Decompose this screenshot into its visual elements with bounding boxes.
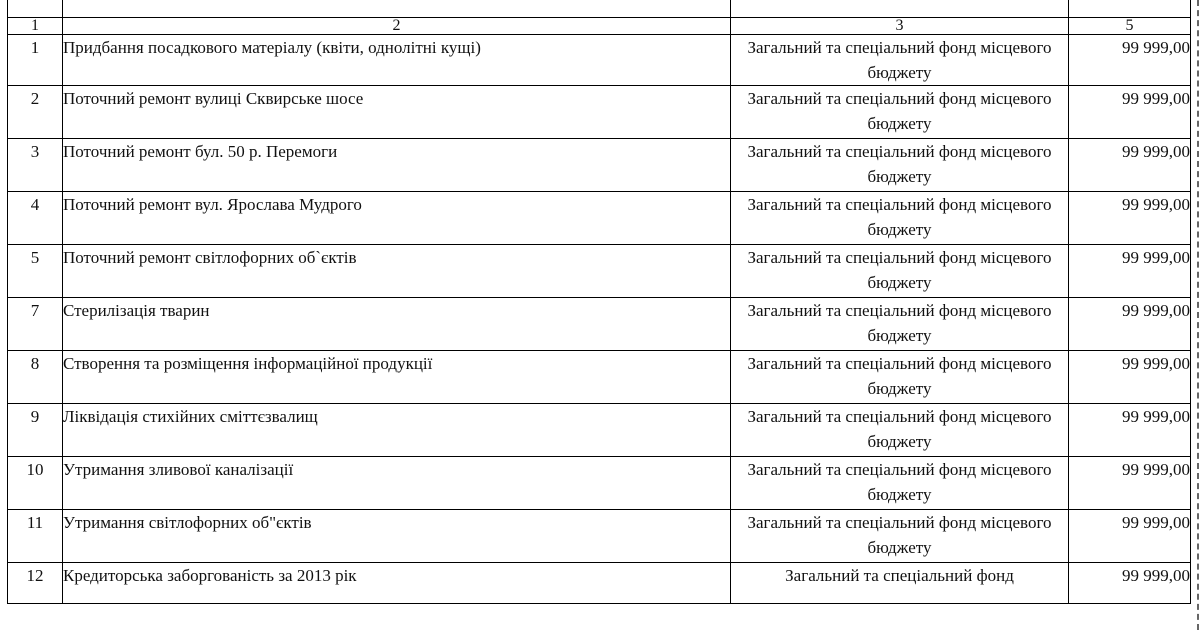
table-row bbox=[8, 404, 1191, 457]
column-number-cell: 3 bbox=[731, 18, 1069, 35]
row-number: 10 bbox=[8, 457, 63, 510]
column-number-cell: 5 bbox=[1069, 18, 1191, 35]
funding-source: Загальний та спеціальний фонд місцевого бюджету bbox=[731, 298, 1069, 351]
amount: 99 999,00 bbox=[1069, 86, 1191, 139]
funding-source: Загальний та спеціальний фонд місцевого бюджету bbox=[731, 86, 1069, 139]
column-number-cell: 2 bbox=[63, 18, 731, 35]
table-row bbox=[8, 510, 1191, 563]
item-name: Ліквідація стихійних сміттєзвалищ bbox=[63, 404, 731, 457]
item-name: Створення та розміщення інформаційної продукції bbox=[63, 351, 731, 404]
funding-source: Загальний та спеціальний фонд місцевого бюджету bbox=[731, 35, 1069, 86]
column-number-row bbox=[8, 18, 1191, 35]
table-row bbox=[8, 298, 1191, 351]
amount: 99 999,00 bbox=[1069, 351, 1191, 404]
row-number: 11 bbox=[8, 510, 63, 563]
header-cell bbox=[8, 0, 63, 18]
funding-source: Загальний та спеціальний фонд місцевого бюджету bbox=[731, 351, 1069, 404]
funding-source: Загальний та спеціальний фонд місцевого бюджету bbox=[731, 139, 1069, 192]
row-number: 2 bbox=[8, 86, 63, 139]
row-number: 9 bbox=[8, 404, 63, 457]
item-name: Утримання зливової каналізації bbox=[63, 457, 731, 510]
budget-table bbox=[7, 0, 1191, 604]
item-name: Поточний ремонт світлофорних об`єктів bbox=[63, 245, 731, 298]
funding-source: Загальний та спеціальний фонд місцевого бюджету bbox=[731, 245, 1069, 298]
funding-source: Загальний та спеціальний фонд місцевого бюджету bbox=[731, 510, 1069, 563]
table-header-top-row bbox=[8, 0, 1191, 18]
row-number: 7 bbox=[8, 298, 63, 351]
amount: 99 999,00 bbox=[1069, 35, 1191, 86]
column-number-cell: 1 bbox=[8, 18, 63, 35]
amount: 99 999,00 bbox=[1069, 457, 1191, 510]
funding-source: Загальний та спеціальний фонд місцевого бюджету bbox=[731, 192, 1069, 245]
amount: 99 999,00 bbox=[1069, 298, 1191, 351]
row-number: 4 bbox=[8, 192, 63, 245]
table-row bbox=[8, 139, 1191, 192]
item-name: Утримання світлофорних об"єктів bbox=[63, 510, 731, 563]
item-name: Поточний ремонт вулиці Сквирське шосе bbox=[63, 86, 731, 139]
table-row bbox=[8, 35, 1191, 86]
table-row bbox=[8, 457, 1191, 510]
item-name: Кредиторська заборгованість за 2013 рік bbox=[63, 563, 731, 604]
header-cell bbox=[1069, 0, 1191, 18]
item-name: Поточний ремонт бул. 50 р. Перемоги bbox=[63, 139, 731, 192]
row-number: 1 bbox=[8, 35, 63, 86]
table-row bbox=[8, 351, 1191, 404]
header-cell bbox=[63, 0, 731, 18]
amount: 99 999,00 bbox=[1069, 563, 1191, 604]
amount: 99 999,00 bbox=[1069, 245, 1191, 298]
table-row bbox=[8, 245, 1191, 298]
funding-source: Загальний та спеціальний фонд місцевого бюджету bbox=[731, 404, 1069, 457]
header-cell bbox=[731, 0, 1069, 18]
item-name: Стерилізація тварин bbox=[63, 298, 731, 351]
amount: 99 999,00 bbox=[1069, 192, 1191, 245]
funding-source: Загальний та спеціальний фонд місцевого бюджету bbox=[731, 457, 1069, 510]
funding-source: Загальний та спеціальний фонд bbox=[731, 563, 1069, 604]
amount: 99 999,00 bbox=[1069, 139, 1191, 192]
item-name: Поточний ремонт вул. Ярослава Мудрого bbox=[63, 192, 731, 245]
page-break-line bbox=[1197, 0, 1199, 630]
row-number: 3 bbox=[8, 139, 63, 192]
table-row bbox=[8, 563, 1191, 604]
row-number: 8 bbox=[8, 351, 63, 404]
item-name: Придбання посадкового матеріалу (квіти, однолітні кущі) bbox=[63, 35, 731, 86]
amount: 99 999,00 bbox=[1069, 510, 1191, 563]
table-row bbox=[8, 86, 1191, 139]
row-number: 5 bbox=[8, 245, 63, 298]
amount: 99 999,00 bbox=[1069, 404, 1191, 457]
row-number: 12 bbox=[8, 563, 63, 604]
table-row bbox=[8, 192, 1191, 245]
